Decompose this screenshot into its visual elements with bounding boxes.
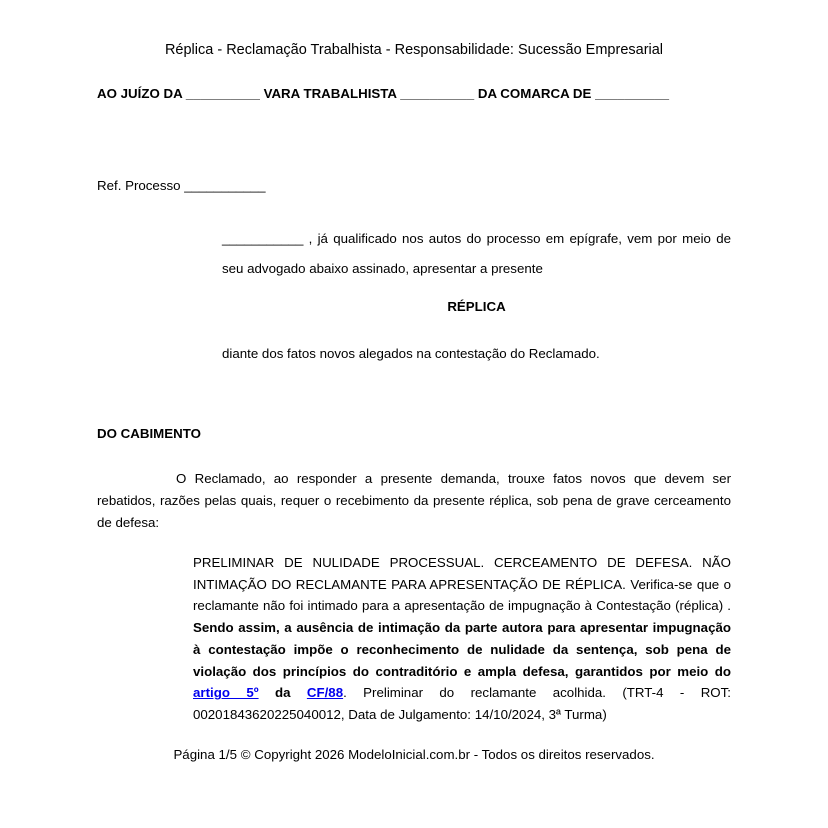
- addressing-segment-1: AO JUÍZO DA: [97, 86, 183, 101]
- party-name-blank: ___________: [222, 231, 304, 246]
- quote-lead-text: PRELIMINAR DE NULIDADE PROCESSUAL. CERCEAMENTO DE DEFESA. NÃO INTIMAÇÃO DO RECLAMANTE PARA APRESENTAÇÃO DE RÉPLICA. Verifica-se que o reclamante não foi intimado para a apresentação de impugnação à Contestação (réplica) .: [193, 555, 731, 614]
- quote-bold-text: Sendo assim, a ausência de intimação da parte autora para apresentar impugnação à contestação impõe o reconhecimento de nulidade da sentença, sob pena de violação dos princípios do contraditório e ampla defesa, garantidos por meio do: [193, 620, 731, 679]
- intro-paragraph-text: , já qualificado nos autos do processo em epígrafe, vem por meio de seu advogado abaixo assinado, apresentar a presente: [222, 231, 731, 276]
- footer-page-number: Página 1/5: [173, 746, 238, 762]
- addressing-segment-3: DA COMARCA DE: [477, 86, 592, 101]
- cabimento-paragraph: O Reclamado, ao responder a presente demanda, trouxe fatos novos que devem ser rebatidos, razões pelas quais, requer o recebimento da presente réplica, sob pena de grave cerceamento de defesa:: [97, 471, 731, 530]
- process-reference-label: Ref. Processo: [97, 178, 181, 193]
- addressing-blank-3: __________: [595, 86, 670, 101]
- process-reference-line: [97, 177, 731, 194]
- document-title: Réplica - Reclamação Trabalhista - Responsabilidade: Sucessão Empresarial: [164, 42, 664, 58]
- process-reference-blank: ___________: [184, 178, 266, 193]
- jurisprudence-quote: [193, 552, 731, 726]
- intro-paragraph: [222, 224, 731, 284]
- petition-intro-block: [222, 224, 731, 362]
- replica-subject-line: diante dos fatos novos alegados na contestação do Reclamado.: [222, 346, 600, 361]
- footer-copyright: © Copyright 2026 ModeloInicial.com.br - Todos os direitos reservados.: [240, 746, 655, 762]
- replica-heading: RÉPLICA: [447, 299, 506, 314]
- addressing-line: [97, 85, 731, 102]
- section-heading-cabimento: DO CABIMENTO: [97, 426, 201, 441]
- page-footer: [97, 746, 731, 763]
- artigo-5-link[interactable]: artigo 5º: [193, 685, 259, 701]
- cf88-link[interactable]: CF/88: [306, 685, 344, 701]
- quote-bold-connector: da: [258, 685, 307, 701]
- addressing-blank-2: __________: [400, 86, 475, 101]
- quote-tail-text: . Preliminar do reclamante acolhida. (TRT-4 - ROT: 00201843620225040012, Data de Julgamento: 14/10/2024, 3ª Turma): [193, 685, 731, 722]
- addressing-segment-2: VARA TRABALHISTA: [263, 86, 397, 101]
- addressing-blank-1: __________: [185, 86, 260, 101]
